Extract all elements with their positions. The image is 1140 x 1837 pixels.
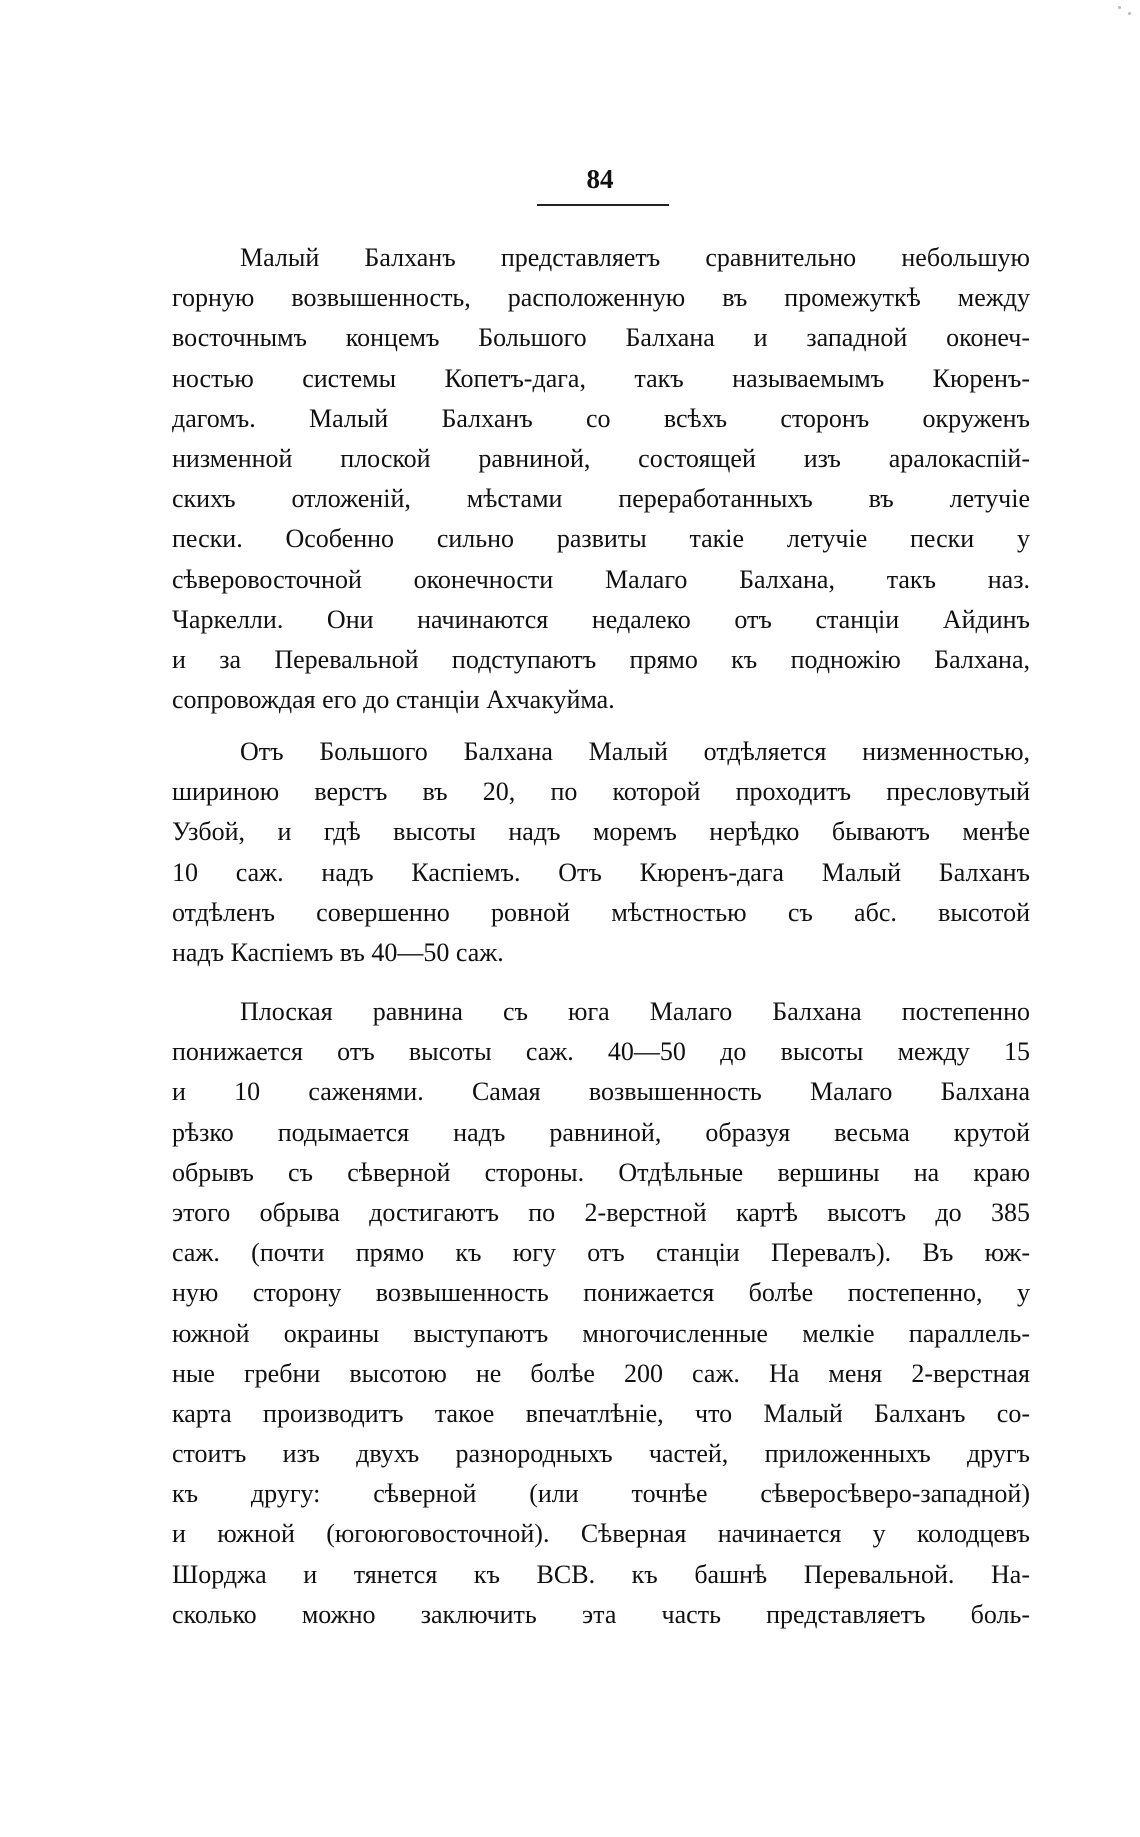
text-line: и за Перевальной подступаютъ прямо къ подножію Балхана, — [172, 644, 1030, 674]
text-line: отдѣленъ совершенно ровной мѣстностью съ абс. высотой — [172, 897, 1030, 927]
text-line: стоитъ изъ двухъ разнородныхъ частей, приложенныхъ другъ — [172, 1439, 1030, 1469]
text-line: рѣзко подымается надъ равниной, образуя весьма крутой — [172, 1117, 1030, 1147]
text-line: Чаркелли. Они начинаются недалеко отъ станціи Айдинъ — [172, 604, 1030, 634]
scan-speck — [1118, 6, 1121, 9]
text-line: и 10 саженями. Самая возвышенность Малаго Балхана — [172, 1077, 1030, 1107]
text-line: дагомъ. Малый Балханъ со всѣхъ сторонъ окруженъ — [172, 403, 1030, 433]
scan-speck — [1128, 12, 1131, 15]
text-line: Шорджа и тянется къ ВСВ. къ башнѣ Перевальной. На- — [172, 1559, 1030, 1589]
text-line: Малый Балханъ представляетъ сравнительно небольшую — [240, 243, 1030, 272]
text-line: сколько можно заключить эта часть представляетъ боль- — [172, 1599, 1030, 1629]
text-line: восточнымъ концемъ Большого Балхана и западной оконеч- — [172, 323, 1030, 353]
text-line: пески. Особенно сильно развиты такіе летучіе пески у — [172, 524, 1030, 554]
text-line: южной окраины выступаютъ многочисленные мелкіе параллель- — [172, 1318, 1030, 1348]
text-line: къ другу: сѣверной (или точнѣе сѣверосѣверо-западной) — [172, 1479, 1030, 1509]
text-line: Узбой, и гдѣ высоты надъ моремъ нерѣдко бываютъ менѣе — [172, 817, 1030, 847]
text-line: и южной (югоюговосточной). Сѣверная начинается у колодцевъ — [172, 1519, 1030, 1549]
text-line: саж. (почти прямо къ югу отъ станціи Перевалъ). Въ юж- — [172, 1238, 1030, 1268]
paragraph-3 — [172, 992, 1030, 1635]
text-line: Плоская равнина съ юга Малаго Балхана постепенно — [240, 997, 1030, 1026]
text-line: Отъ Большого Балхана Малый отдѣляется низменностью, — [240, 737, 1030, 766]
text-line: шириною верстъ въ 20, по которой проходитъ пресловутый — [172, 777, 1030, 807]
text-line: скихъ отложеній, мѣстами переработанныхъ въ летучіе — [172, 484, 1030, 514]
text-line: 10 саж. надъ Каспіемъ. Отъ Кюренъ-дага Малый Балханъ — [172, 857, 1030, 887]
text-line: карта производитъ такое впечатлѣніе, что Малый Балханъ со- — [172, 1398, 1030, 1428]
text-line: ные гребни высотою не болѣе 200 саж. На меня 2-верстная — [172, 1358, 1030, 1388]
text-line: понижается отъ высоты саж. 40—50 до высоты между 15 — [172, 1037, 1030, 1067]
text-line: этого обрыва достигаютъ по 2-верстной картѣ высотъ до 385 — [172, 1197, 1030, 1227]
text-line: ностью системы Копетъ-дага, такъ называемымъ Кюренъ- — [172, 363, 1030, 393]
text-line: низменной плоской равниной, состоящей изъ аралокаспій- — [172, 443, 1030, 473]
text-line: сѣверовосточной оконечности Малаго Балхана, такъ наз. — [172, 564, 1030, 594]
text-line: сопровождая его до станціи Ахчакуйма. — [172, 685, 615, 715]
text-line: обрывъ съ сѣверной стороны. Отдѣльные вершины на краю — [172, 1157, 1030, 1187]
page-number: 84 — [586, 164, 614, 194]
paragraph-1 — [172, 238, 1030, 720]
text-line: надъ Каспіемъ въ 40—50 саж. — [172, 937, 504, 967]
paragraph-2 — [172, 732, 1030, 973]
page-number-rule — [537, 204, 669, 206]
text-line: горную возвышенность, расположенную въ промежуткѣ между — [172, 283, 1030, 313]
text-line: ную сторону возвышенность понижается болѣе постепенно, у — [172, 1278, 1030, 1308]
